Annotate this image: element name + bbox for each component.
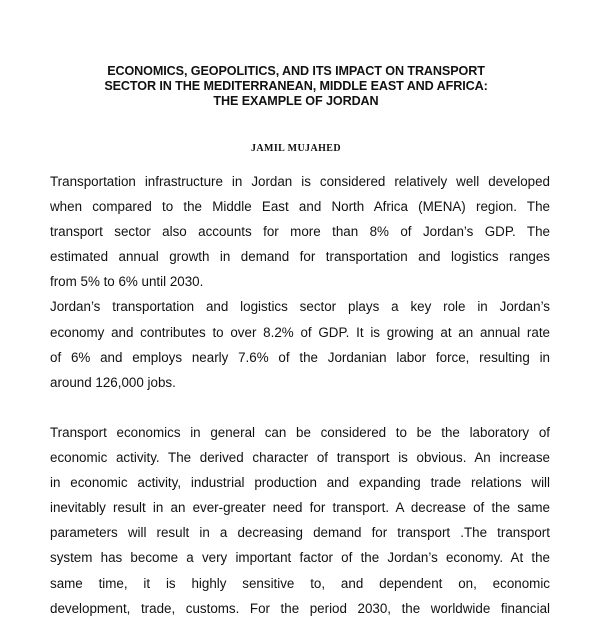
paper-title [40,64,552,109]
title-line: THE EXAMPLE OF JORDAN [213,94,379,108]
title-line: ECONOMICS, GEOPOLITICS, AND ITS IMPACT ON TRANSPORT [107,64,485,78]
text-line: when compared to the Middle East and North Africa (MENA) region. The [50,199,550,215]
text-line: development, trade, customs. For the period 2030, the worldwide financial [50,600,550,616]
author-name: JAMIL MUJAHED [251,143,341,154]
paragraph-2 [50,294,550,394]
text-line: inevitably result in an ever-greater need for transport. A decrease of the same [50,500,550,516]
title-line: SECTOR IN THE MEDITERRANEAN, MIDDLE EAST AND AFRICA: [104,79,488,93]
text-line: system has become a very important factor of the Jordan’s economy. At the [50,550,550,566]
text-line: economic activity. The derived character of transport is obvious. An increase [50,450,550,466]
text-line: transport sector also accounts for more than 8% of Jordan’s GDP. The [50,224,550,240]
body-text [50,169,550,621]
text-line: same time, it is highly sensitive to, and dependent on, economic [50,575,550,591]
text-line: Jordan’s transportation and logistics sector plays a key role in Jordan’s [50,299,550,315]
text-line: from 5% to 6% until 2030. [50,274,204,290]
text-line: estimated annual growth in demand for transportation and logistics ranges [50,249,550,265]
text-line: in economic activity, industrial production and expanding trade relations will [50,475,550,491]
text-line: Transportation infrastructure in Jordan is considered relatively well developed [50,174,550,189]
text-line: of 6% and employs nearly 7.6% of the Jordanian labor force, resulting in [50,349,550,365]
text-line: Transport economics in general can be considered to be the laboratory of [50,424,550,440]
text-line: economy and contributes to over 8.2% of GDP. It is growing at an annual rate [50,324,550,340]
paragraph-3 [50,420,550,621]
paragraph-1 [50,169,550,294]
text-line: parameters will result in a decreasing demand for transport .The transport [50,525,550,541]
paragraph-spacer [50,395,550,420]
text-line: around 126,000 jobs. [50,374,176,390]
